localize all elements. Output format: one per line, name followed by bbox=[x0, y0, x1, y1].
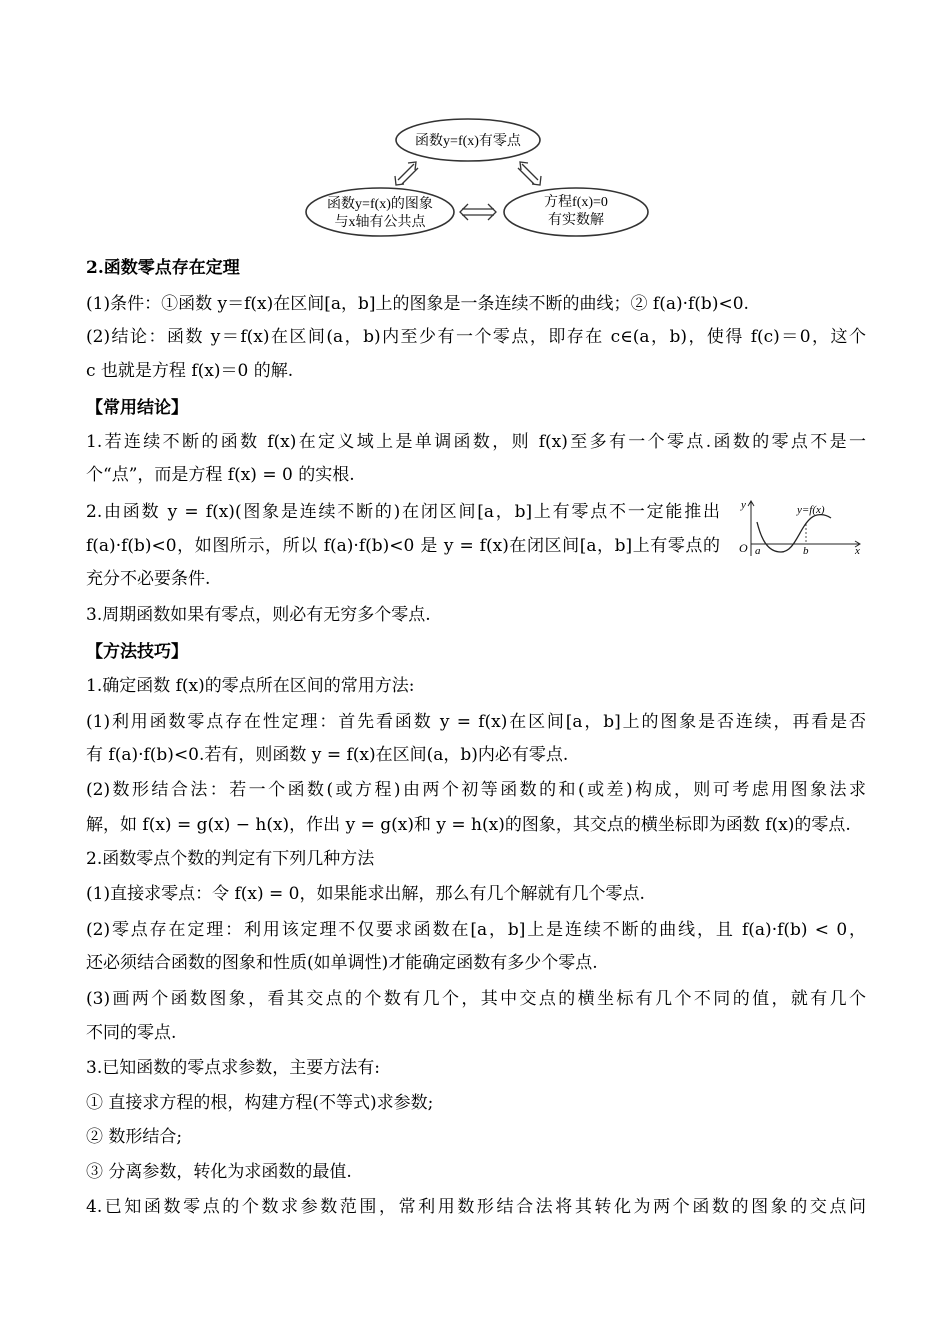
methods-line-15: ③ 分离参数，转化为求函数的最值. bbox=[86, 1162, 352, 1182]
methods-line-6: 2.函数零点个数的判定有下列几种方法 bbox=[86, 849, 375, 869]
methods-line-14: ② 数形结合; bbox=[86, 1127, 183, 1147]
methods-line-4: (2)数形结合法：若一个函数(或方程)由两个初等函数的和(或差)构成，则可考虑用图象法求 bbox=[86, 780, 866, 800]
graph-x-label: x bbox=[855, 545, 860, 557]
condition-line: (1)条件：①函数 y＝f(x)在区间[a，b]上的图象是一条连续不断的曲线；② f(a)·f(b)<0. bbox=[86, 294, 749, 314]
diagram-left-text-1: 函数y=f(x)的图象 bbox=[327, 197, 433, 212]
conclusion-line-2: c 也就是方程 f(x)＝0 的解. bbox=[86, 361, 294, 381]
methods-line-2: (1)利用函数零点存在性定理：首先看函数 y = f(x)在区间[a，b]上的图象是否连续，再看是否 bbox=[86, 712, 866, 732]
diagram-right-text-2: 有实数解 bbox=[548, 213, 604, 228]
diagram-left-text-2: 与x轴有公共点 bbox=[334, 215, 426, 230]
methods-line-11: 不同的零点. bbox=[86, 1023, 177, 1043]
graph-origin-label: O bbox=[739, 541, 748, 555]
graph-func-label: y=f(x) bbox=[797, 504, 825, 516]
methods-line-12: 3.已知函数的零点求参数，主要方法有: bbox=[86, 1058, 380, 1078]
methods-line-7: (1)直接求零点：令 f(x) = 0，如果能求出解，那么有几个解就有几个零点. bbox=[86, 884, 645, 904]
double-arrow-left-icon bbox=[395, 162, 418, 185]
equivalence-diagram bbox=[300, 116, 650, 244]
methods-line-9: 还必须结合函数的图象和性质(如单调性)才能确定函数有多少个零点. bbox=[86, 953, 598, 973]
conclusion-line-1: (2)结论：函数 y＝f(x)在区间(a，b)内至少有一个零点，即存在 c∈(a，b)，使得 f(c)＝0，这个 bbox=[86, 327, 866, 347]
methods-line-3: 有 f(a)·f(b)<0.若有，则函数 y = f(x)在区间(a，b)内必有零点. bbox=[86, 745, 569, 765]
curve bbox=[757, 515, 831, 552]
methods-line-8: (2)零点存在定理：利用该定理不仅要求函数在[a，b]上是连续不断的曲线，且 f(a)·f(b) < 0， bbox=[86, 920, 866, 940]
common-p3: 3.周期函数如果有零点，则必有无穷多个零点. bbox=[86, 605, 431, 625]
common-p1-line2: 个“点”，而是方程 f(x) = 0 的实根. bbox=[86, 465, 355, 485]
common-p2-line3: 充分不必要条件. bbox=[86, 569, 211, 589]
graph-a-label: a bbox=[755, 545, 761, 557]
diagram-right-text-1: 方程f(x)=0 bbox=[544, 195, 608, 210]
common-p2-line1: 2.由函数 y = f(x)(图象是连续不断的)在闭区间[a，b]上有零点不一定能推出 bbox=[86, 502, 720, 522]
diagram-top-text: 函数y=f(x)有零点 bbox=[415, 134, 521, 149]
methods-line-16: 4.已知函数零点的个数求参数范围，常利用数形结合法将其转化为两个函数的图象的交点问 bbox=[86, 1197, 866, 1217]
function-graph bbox=[737, 498, 865, 562]
graph-y-label: y bbox=[741, 499, 746, 511]
methods-line-5: 解，如 f(x) = g(x) − h(x)，作出 y = g(x)和 y = h(x)的图象，其交点的横坐标即为函数 f(x)的零点. bbox=[86, 815, 851, 835]
methods-line-10: (3)画两个函数图象，看其交点的个数有几个，其中交点的横坐标有几个不同的值，就有几个 bbox=[86, 989, 866, 1009]
double-arrow-horizontal-icon bbox=[460, 204, 496, 220]
methods-line-13: ① 直接求方程的根，构建方程(不等式)求参数; bbox=[86, 1093, 434, 1113]
graph-b-label: b bbox=[803, 545, 809, 557]
section-title: 2.函数零点存在定理 bbox=[86, 258, 240, 278]
common-p1-line1: 1.若连续不断的函数 f(x)在定义域上是单调函数，则 f(x)至多有一个零点.函数的零点不是一 bbox=[86, 432, 866, 452]
double-arrow-right-icon bbox=[518, 162, 541, 185]
common-p2-line2: f(a)·f(b)<0，如图所示，所以 f(a)·f(b)<0 是 y = f(x)在闭区间[a，b]上有零点的 bbox=[86, 536, 720, 556]
common-heading: 【常用结论】 bbox=[86, 398, 188, 418]
methods-line-1: 1.确定函数 f(x)的零点所在区间的常用方法: bbox=[86, 676, 415, 696]
methods-heading: 【方法技巧】 bbox=[86, 642, 188, 662]
